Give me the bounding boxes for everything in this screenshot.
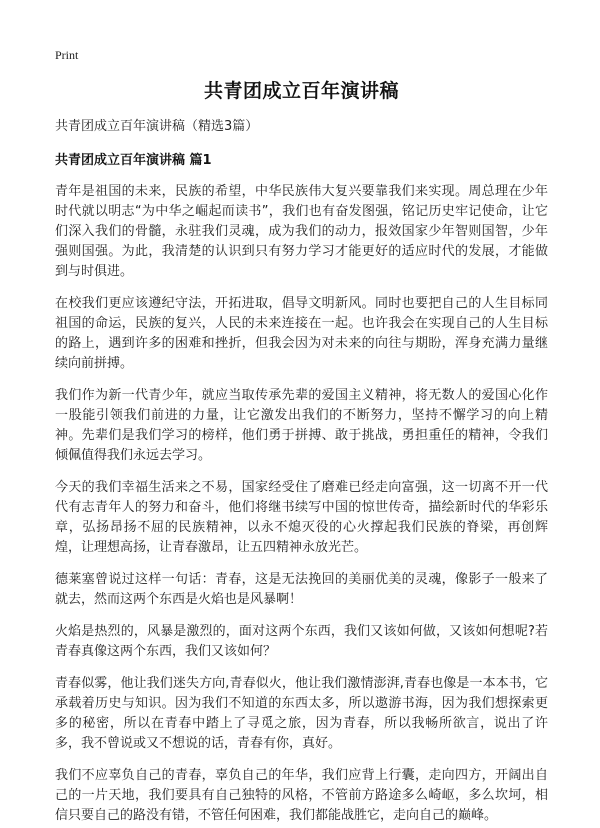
paragraph: 我们不应辜负自己的青春，辜负自己的年华，我们应背上行囊，走向四方，开阔出自己的一片天地，我们要具有自己独特的风格，不管前方路途多么崎岖，多么坎坷，相信只要自己的路没有错，不管任何困难，我们都能战胜它，走向自己的巅峰。 bbox=[55, 768, 548, 823]
paragraph: 青年是祖国的未来，民族的希望，中华民族伟大复兴要靠我们来实现。周总理在少年时代就以明志“为中华之崛起而读书”，我们也有奋发图强，铭记历史牢记使命，让它们深入我们的骨髓，永驻我们灵魂，成为我们的动力，报效国家少年智则国智，少年强则国强。为此，我清楚的认识到只有努力学习才能更好的适应时代的发展，才能做到与时俱进。 bbox=[55, 184, 548, 279]
paragraph: 青春似雾，他让我们迷失方向,青春似火，他让我们激情澎湃,青春也像是一本本书，它承载着历史与知识。因为我们不知道的东西太多，所以遨游书海，因为我们想探索更多的秘密，所以在青春中踏上了寻觅之旅，因为青春，所以我畅所欲言，说出了许多，我不曾说或又不想说的话，青春有你，真好。 bbox=[55, 676, 548, 751]
document-subtitle: 共青团成立百年演讲稿（精选3篇） bbox=[55, 119, 259, 134]
print-link[interactable]: Print bbox=[55, 48, 79, 62]
paragraph: 德莱塞曾说过这样一句话：青春，这是无法挽回的美丽优美的灵魂，像影子一般来了就去，然而这两个东西是火焰也是风暴啊！ bbox=[55, 572, 548, 607]
paragraph: 我们作为新一代青少年，就应当取传承先辈的爱国主义精神，将无数人的爱国心化作一股能引领我们前进的力量，让它激发出我们的不断努力，坚持不懈学习的向上精神。先辈们是我们学习的榜样，他们勇于拼搏、敢于挑战，勇担重任的精神，令我们倾佩值得我们永远去学习。 bbox=[55, 388, 548, 463]
paragraph: 在校我们更应该遵纪守法，开拓进取，倡导文明新风。同时也要把自己的人生目标同祖国的命运，民族的复兴，人民的未来连接在一起。也许我会在实现自己的人生目标的路上，遇到许多的困难和挫折，但我会因为对未来的向往与期盼，浑身充满力量继续向前拼搏。 bbox=[55, 296, 548, 371]
paragraph: 火焰是热烈的，风暴是激烈的，面对这两个东西，我们又该如何做，又该如何想呢?若青春真像这两个东西，我们又该如何？ bbox=[55, 624, 548, 659]
document-title: 共青团成立百年演讲稿 bbox=[203, 80, 399, 102]
section-heading: 共青团成立百年演讲稿 篇1 bbox=[55, 153, 212, 168]
paragraph: 今天的我们幸福生活来之不易，国家经受住了磨难已经走向富强，这一切离不开一代代有志青年人的努力和奋斗，他们将继书续写中国的惊世传奇，描绘新时代的华彩乐章，弘扬昂扬不屈的民族精神，以永不熄灭役的心火撑起我们民族的脊梁，再创辉煌，让理想高扬，让青春激昂，让五四精神永放光芒。 bbox=[55, 480, 548, 555]
article-body bbox=[55, 182, 548, 826]
